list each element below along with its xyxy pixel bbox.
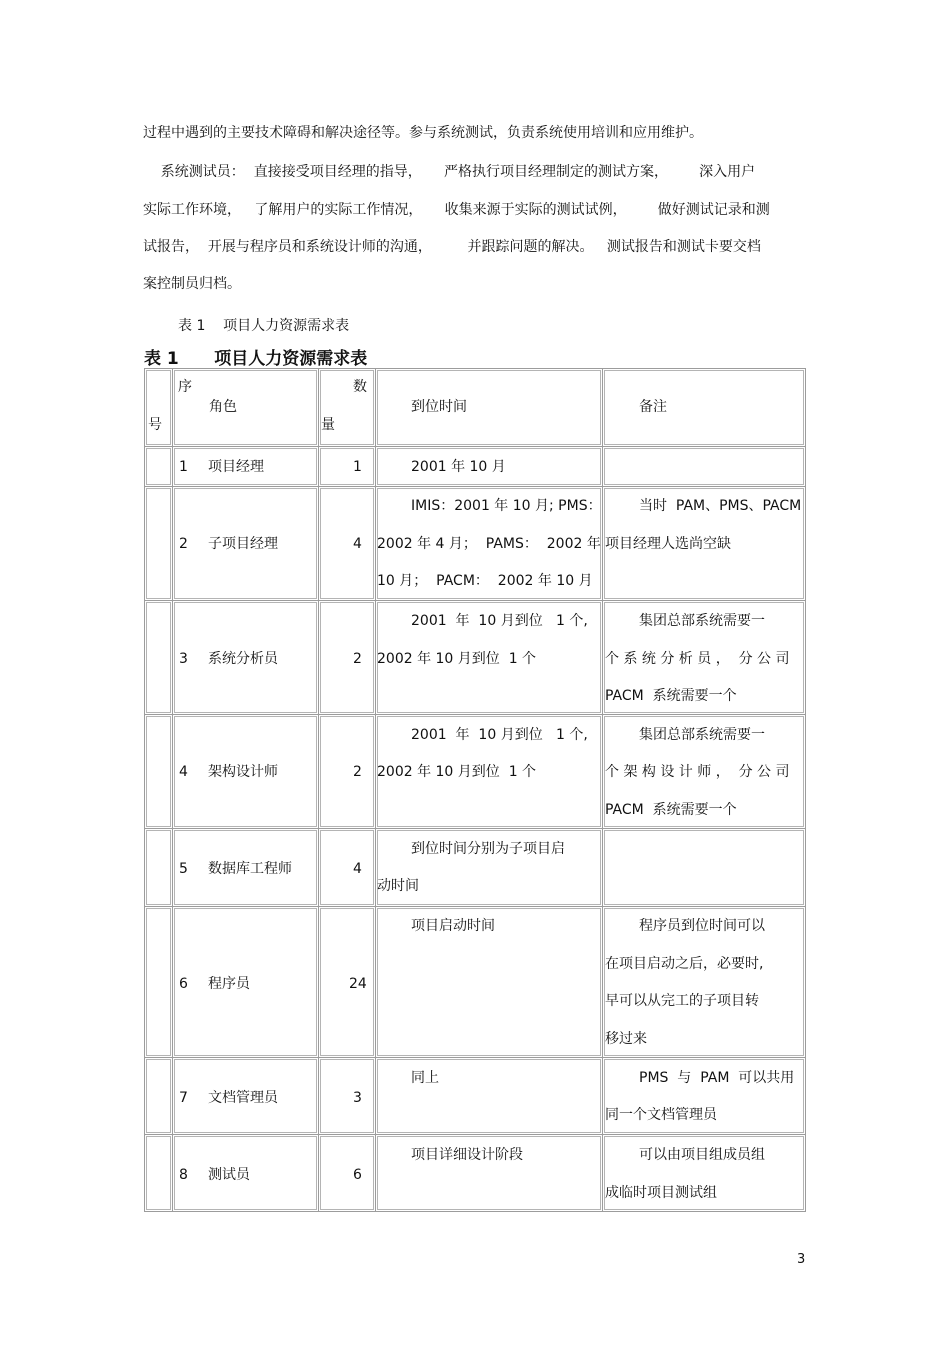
row-5-role-cell xyxy=(172,828,319,907)
row-6-arrival-cell xyxy=(375,906,603,1058)
row-6-role: 程序员 xyxy=(208,976,250,992)
row-4-blank xyxy=(144,714,173,829)
row-3-notes-line-3: PACM 系统需要一个 xyxy=(605,688,737,704)
row-3-blank xyxy=(144,600,173,715)
row-2-arrival-cell xyxy=(375,486,603,601)
row-3-notes-line-1: 集团总部系统需要一 xyxy=(639,613,765,629)
row-8-blank xyxy=(144,1134,173,1212)
row-8-notes-line-1: 可以由项目组成员组 xyxy=(639,1147,765,1163)
row-3-role-cell xyxy=(172,600,319,715)
row-6-notes-line-3: 早可以从完工的子项目转 xyxy=(605,993,759,1009)
row-1-qty: 1 xyxy=(353,459,362,475)
row-4-qty-cell xyxy=(318,714,376,829)
row-7-role: 文档管理员 xyxy=(208,1090,278,1106)
page-number: 3 xyxy=(797,1252,806,1267)
paragraph-line-3: 实际工作环境， 了解用户的实际工作情况， 收集来源于实际的测试试例， 做好测试记录和测 xyxy=(143,202,770,218)
row-3-arrival-cell xyxy=(375,600,603,715)
row-2-role-cell xyxy=(172,486,319,601)
table-caption-small: 表 1 项目人力资源需求表 xyxy=(178,318,350,334)
row-4-role: 架构设计师 xyxy=(208,764,278,780)
row-4-notes-line-3: PACM 系统需要一个 xyxy=(605,802,737,818)
row-5-role: 数据库工程师 xyxy=(208,861,292,877)
row-3-qty-cell xyxy=(318,600,376,715)
row-1-blank xyxy=(144,446,173,487)
header-role: 角色 xyxy=(209,399,237,415)
row-8-role: 测试员 xyxy=(208,1167,250,1183)
row-5-notes-cell xyxy=(602,828,806,907)
row-1-arrival-line-1: 2001 年 10 月 xyxy=(411,459,506,475)
row-2-seq: 2 xyxy=(179,536,188,552)
row-6-notes-line-1: 程序员到位时间可以 xyxy=(639,918,765,934)
row-3-qty: 2 xyxy=(353,651,362,667)
resource-table xyxy=(144,368,806,1213)
header-cell-arrival xyxy=(375,368,603,447)
row-2-notes-cell xyxy=(602,486,806,601)
paragraph-line-5: 案控制员归档。 xyxy=(143,276,241,292)
row-2-arrival-line-2: 2002 年 4 月； PAMS： 2002 年 xyxy=(377,536,601,552)
header-seq-top: 序 xyxy=(178,379,192,395)
row-8-arrival-cell xyxy=(375,1134,603,1212)
row-8-notes-line-2: 成临时项目测试组 xyxy=(605,1185,717,1201)
row-6-arrival-line-1: 项目启动时间 xyxy=(411,918,495,934)
row-1-seq: 1 xyxy=(179,459,188,475)
row-7-role-cell xyxy=(172,1057,319,1135)
row-3-notes-cell xyxy=(602,600,806,715)
row-1-notes-cell xyxy=(602,446,806,487)
row-7-arrival-line-1: 同上 xyxy=(411,1070,439,1086)
row-4-notes-line-2: 个 架 构 设 计 师 ， 分 公 司 xyxy=(605,764,790,780)
row-2-arrival-line-1: IMIS：2001 年 10 月; PMS： xyxy=(411,498,602,514)
row-8-notes-cell xyxy=(602,1134,806,1212)
row-6-seq: 6 xyxy=(179,976,188,992)
row-8-qty-cell xyxy=(318,1134,376,1212)
row-3-role: 系统分析员 xyxy=(208,651,278,667)
table-caption: 表 1 项目人力资源需求表 xyxy=(144,349,368,369)
row-1-arrival-cell xyxy=(375,446,603,487)
row-2-notes-line-1: 当时 PAM、PMS、PACM xyxy=(639,498,802,514)
row-4-arrival-line-2: 2002 年 10 月到位 1 个 xyxy=(377,764,537,780)
row-4-seq: 4 xyxy=(179,764,188,780)
row-5-arrival-line-2: 动时间 xyxy=(377,878,419,894)
header-seq-bottom: 号 xyxy=(148,417,162,433)
header-cell-role xyxy=(172,368,319,447)
header-qty-bottom: 量 xyxy=(321,417,335,433)
header-arrival: 到位时间 xyxy=(411,399,467,415)
row-7-qty-cell xyxy=(318,1057,376,1135)
paragraph-line-4: 试报告， 开展与程序员和系统设计师的沟通， 并跟踪问题的解决。 测试报告和测试卡要交档 xyxy=(143,239,761,255)
row-3-seq: 3 xyxy=(179,651,188,667)
row-2-qty-cell xyxy=(318,486,376,601)
paragraph-line-1: 过程中遇到的主要技术障碍和解决途径等。参与系统测试，负责系统使用培训和应用维护。 xyxy=(143,125,703,141)
row-2-notes-line-2: 项目经理人选尚空缺 xyxy=(605,536,731,552)
row-5-arrival-line-1: 到位时间分别为子项目启 xyxy=(411,841,565,857)
row-3-arrival-line-2: 2002 年 10 月到位 1 个 xyxy=(377,651,537,667)
row-6-qty-cell xyxy=(318,906,376,1058)
row-1-qty-cell xyxy=(318,446,376,487)
row-6-notes-line-4: 移过来 xyxy=(605,1031,647,1047)
row-7-blank xyxy=(144,1057,173,1135)
header-cell-qty xyxy=(318,368,376,447)
row-2-arrival-line-3: 10 月； PACM： 2002 年 10 月 xyxy=(377,573,593,589)
row-4-qty: 2 xyxy=(353,764,362,780)
header-qty-top: 数 xyxy=(353,379,367,395)
paragraph-line-2: 系统测试员： 直接接受项目经理的指导， 严格执行项目经理制定的测试方案， 深入用户 xyxy=(143,164,756,180)
header-cell-seq-left xyxy=(144,368,173,447)
row-5-qty: 4 xyxy=(353,861,362,877)
row-4-notes-cell xyxy=(602,714,806,829)
row-7-notes-line-2: 同一个文档管理员 xyxy=(605,1107,717,1123)
row-4-role-cell xyxy=(172,714,319,829)
row-2-qty: 4 xyxy=(353,536,362,552)
row-8-seq: 8 xyxy=(179,1167,188,1183)
row-6-qty: 24 xyxy=(349,976,367,992)
row-7-notes-cell xyxy=(602,1057,806,1135)
row-6-notes-line-2: 在项目启动之后，必要时, xyxy=(605,956,764,972)
row-4-arrival-line-1: 2001 年 10 月到位 1 个, xyxy=(411,727,588,743)
row-7-notes-line-1: PMS 与 PAM 可以共用 xyxy=(639,1070,795,1086)
row-5-arrival-cell xyxy=(375,828,603,907)
row-2-blank xyxy=(144,486,173,601)
row-3-notes-line-2: 个 系 统 分 析 员 ， 分 公 司 xyxy=(605,651,790,667)
row-5-qty-cell xyxy=(318,828,376,907)
row-5-seq: 5 xyxy=(179,861,188,877)
row-7-qty: 3 xyxy=(353,1090,362,1106)
row-7-arrival-cell xyxy=(375,1057,603,1135)
row-6-notes-cell xyxy=(602,906,806,1058)
header-cell-notes xyxy=(602,368,806,447)
row-6-role-cell xyxy=(172,906,319,1058)
row-4-arrival-cell xyxy=(375,714,603,829)
row-2-role: 子项目经理 xyxy=(208,536,278,552)
row-3-arrival-line-1: 2001 年 10 月到位 1 个, xyxy=(411,613,588,629)
row-1-role-cell xyxy=(172,446,319,487)
row-4-notes-line-1: 集团总部系统需要一 xyxy=(639,727,765,743)
row-7-seq: 7 xyxy=(179,1090,188,1106)
row-6-blank xyxy=(144,906,173,1058)
row-8-role-cell xyxy=(172,1134,319,1212)
header-notes: 备注 xyxy=(639,399,667,415)
row-8-qty: 6 xyxy=(353,1167,362,1183)
row-5-blank xyxy=(144,828,173,907)
row-8-arrival-line-1: 项目详细设计阶段 xyxy=(411,1147,523,1163)
row-1-role: 项目经理 xyxy=(208,459,264,475)
